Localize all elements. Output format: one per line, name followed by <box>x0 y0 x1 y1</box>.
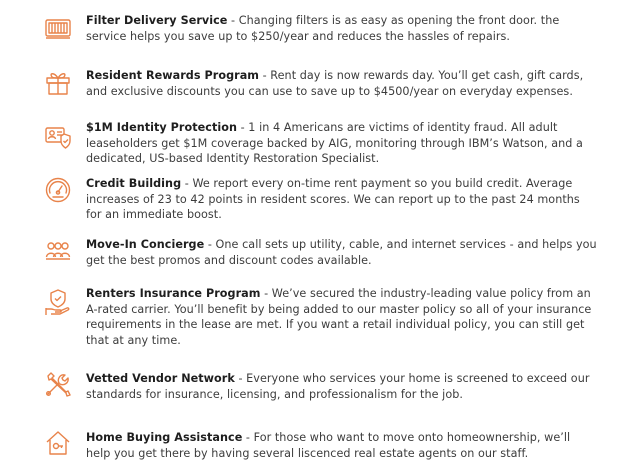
item-title: Renters Insurance Program <box>86 287 261 300</box>
gauge-icon <box>44 176 72 204</box>
item-title: $1M Identity Protection <box>86 121 237 134</box>
item-title: Home Buying Assistance <box>86 431 243 444</box>
item-description: - Changing filters is as easy as opening the front door. the service helps you save up to $250/year and reduces the hassles of repairs. <box>86 14 560 43</box>
gift-icon <box>44 68 72 96</box>
tools-icon <box>44 370 72 398</box>
item-description: - We report every on-time rent payment so you build credit. Average increases of 23 to 42 points in resident scores. We can report up to the past 24 months for an immediate boost. <box>86 177 580 221</box>
item-title: Resident Rewards Program <box>86 69 259 82</box>
item-text <box>86 120 598 167</box>
item-description: - For those who want to move onto homeownership, we’ll help you get there by having several liscenced real estate agents on our staff. <box>86 431 571 460</box>
item-title: Filter Delivery Service <box>86 14 228 27</box>
item-title: Vetted Vendor Network <box>86 372 235 385</box>
item-title: Move-In Concierge <box>86 238 205 251</box>
item-description: - One call sets up utility, cable, and internet services - and helps you get the best promos and discount codes available. <box>86 238 597 267</box>
people-icon <box>44 238 72 266</box>
item-title: Credit Building <box>86 177 182 190</box>
item-text <box>86 13 598 44</box>
item-description: - Rent day is now rewards day. You’ll get cash, gift cards, and exclusive discounts you can use to save up to $4500/year on everyday expenses. <box>86 69 584 98</box>
filter-icon <box>44 14 72 42</box>
item-description: - 1 in 4 Americans are victims of identity fraud. All adult leaseholders get $1M coverage backed by AIG, monitoring through IBM’s Watson, and a dedicated, US-based Identity Restoration Specialist. <box>86 121 583 165</box>
item-text <box>86 286 598 348</box>
item-description: - Everyone who services your home is screened to exceed our standards for insurance, licensing, and professionalism for the job. <box>86 372 590 401</box>
shield-hand-icon <box>44 288 72 316</box>
item-text <box>86 430 598 461</box>
item-text <box>86 371 598 402</box>
item-text <box>86 176 598 223</box>
item-text <box>86 68 598 99</box>
id-card-icon <box>44 122 72 150</box>
house-key-icon <box>44 429 72 457</box>
item-text <box>86 237 598 268</box>
item-description: - We’ve secured the industry-leading value policy from an A-rated carrier. You’ll benefit by being added to our master policy so all of your insurance requirements in the lease are met. If you want a retail individual policy, you can still get that at any time. <box>86 287 592 347</box>
